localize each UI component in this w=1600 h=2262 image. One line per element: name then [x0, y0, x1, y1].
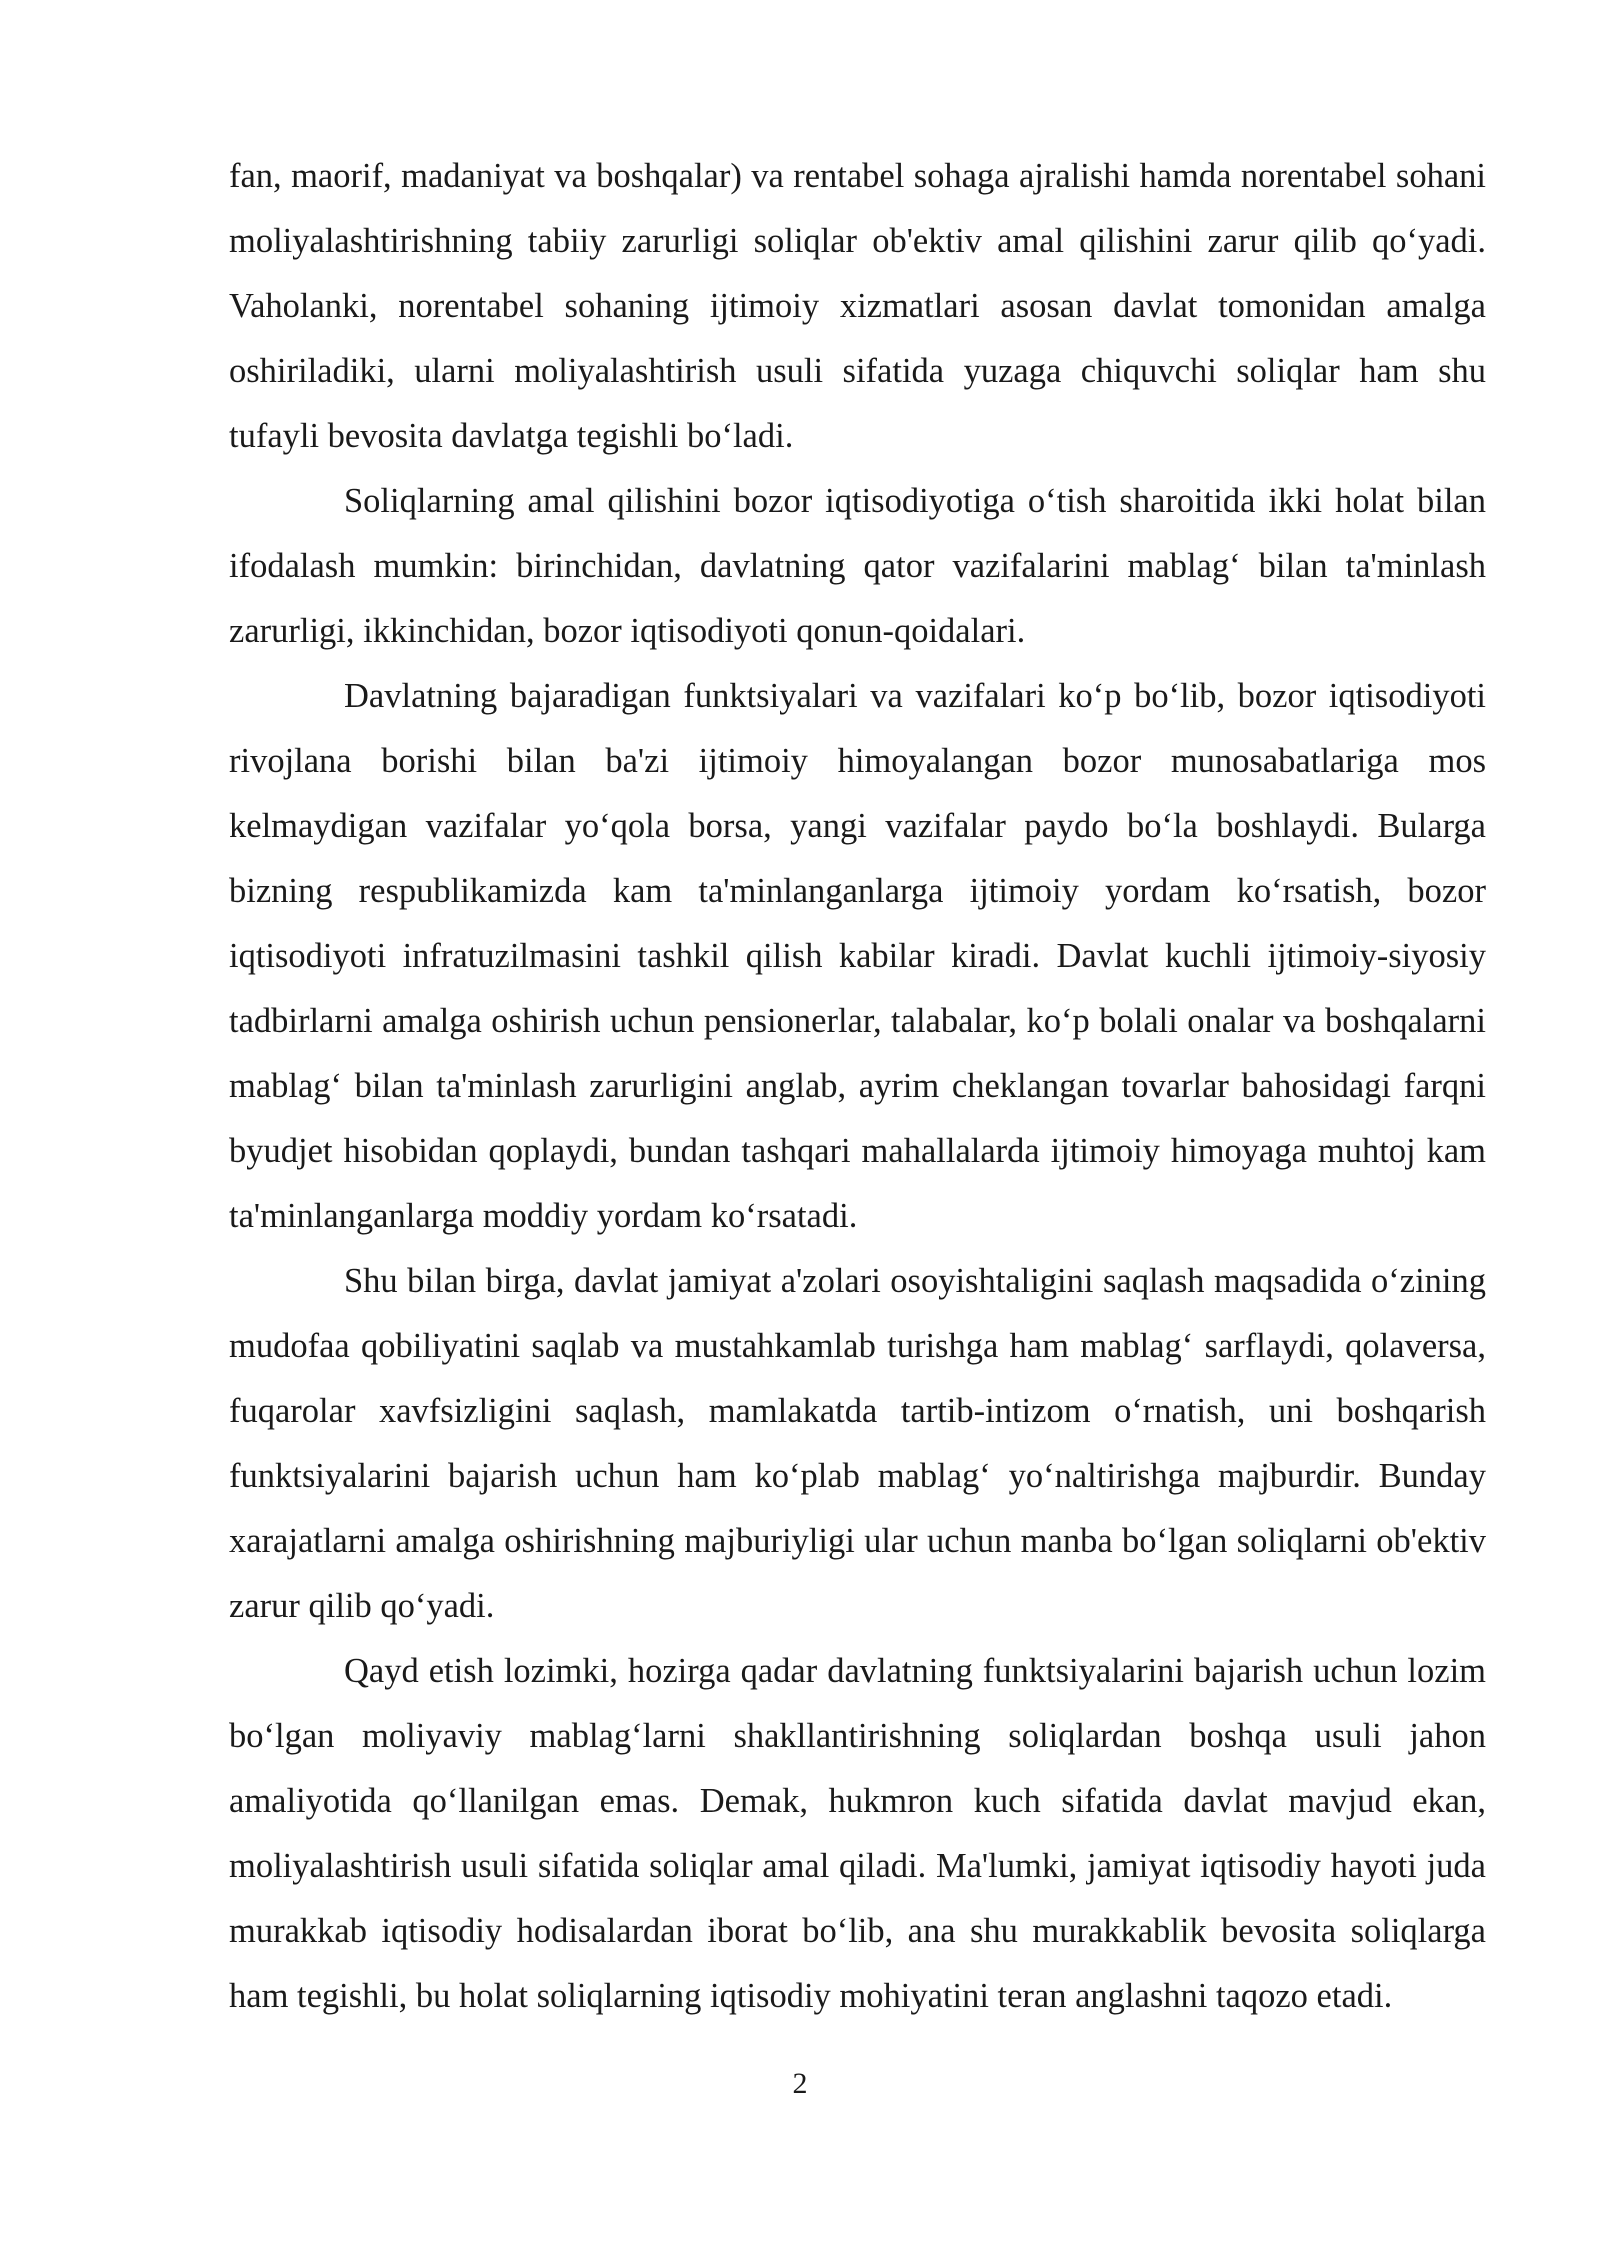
page-number: 2	[792, 2067, 808, 2100]
paragraph-continued: fan, maorif, madaniyat va boshqalar) va rentabel sohaga ajralishi hamda norentabel sohani moliyalashtirishning tabiiy zarurligi soliqlar ob'ektiv amal qilishini zarur qilib qo‘yadi. Vaholanki, norentabel sohaning ijtimoiy xizmatlari asosan davlat tomonidan amalga oshiriladiki, ularni moliyalashtirish usuli sifatida yuzaga chiquvchi soliqlar ham shu tufayli bevosita davlatga tegishli bo‘ladi.	[229, 157, 1486, 455]
paragraph: Shu bilan birga, davlat jamiyat a'zolari osoyishtaligini saqlash maqsadida o‘zining mudofaa qobiliyatini saqlab va mustahkamlab turishga ham mablag‘ sarflaydi, qolaversa, fuqarolar xavfsizligini saqlash, mamlakatda tartib-intizom o‘rnatish, uni boshqarish funktsiyalarini bajarish uchun ham ko‘plab mablag‘ yo‘naltirishga majburdir. Bunday xarajatlarni amalga oshirishning majburiyligi ular uchun manba bo‘lgan soliqlarni ob'ektiv zarur qilib qo‘yadi.	[229, 1262, 1486, 1625]
paragraph: Soliqlarning amal qilishini bozor iqtisodiyotiga o‘tish sharoitida ikki holat bilan ifodalash mumkin: birinchidan, davlatning qator vazifalarini mablag‘ bilan ta'minlash zarurligi, ikkinchidan, bozor iqtisodiyoti qonun-qoidalari.	[229, 482, 1486, 650]
paragraph: Qayd etish lozimki, hozirga qadar davlatning funktsiyalarini bajarish uchun lozim bo‘lgan moliyaviy mablag‘larni shakllantirishning soliqlardan boshqa usuli jahon amaliyotida qo‘llanilgan emas. Demak, hukmron kuch sifatida davlat mavjud ekan, moliyalashtirish usuli sifatida soliqlar amal qiladi. Ma'lumki, jamiyat iqtisodiy hayoti juda murakkab iqtisodiy hodisalardan iborat bo‘lib, ana shu murakkablik bevosita soliqlarga ham tegishli, bu holat soliqlarning iqtisodiy mohiyatini teran anglashni taqozo etadi.	[229, 1652, 1486, 2015]
paragraph: Davlatning bajaradigan funktsiyalari va vazifalari ko‘p bo‘lib, bozor iqtisodiyoti rivojlana borishi bilan ba'zi ijtimoiy himoyalangan bozor munosabatlariga mos kelmaydigan vazifalar yo‘qola borsa, yangi vazifalar paydo bo‘la boshlaydi. Bularga bizning respublikamizda kam ta'minlanganlarga ijtimoiy yordam ko‘rsatish, bozor iqtisodiyoti infratuzilmasini tashkil qilish kabilar kiradi. Davlat kuchli ijtimoiy-siyosiy tadbirlarni amalga oshirish uchun pensionerlar, talabalar, ko‘p bolali onalar va boshqalarni mablag‘ bilan ta'minlash zarurligini anglab, ayrim cheklangan tovarlar bahosidagi farqni byudjet hisobidan qoplaydi, bundan tashqari mahallalarda ijtimoiy himoyaga muhtoj kam ta'minlanganlarga moddiy yordam ko‘rsatadi.	[229, 677, 1486, 1235]
body-text	[229, 144, 1486, 2029]
